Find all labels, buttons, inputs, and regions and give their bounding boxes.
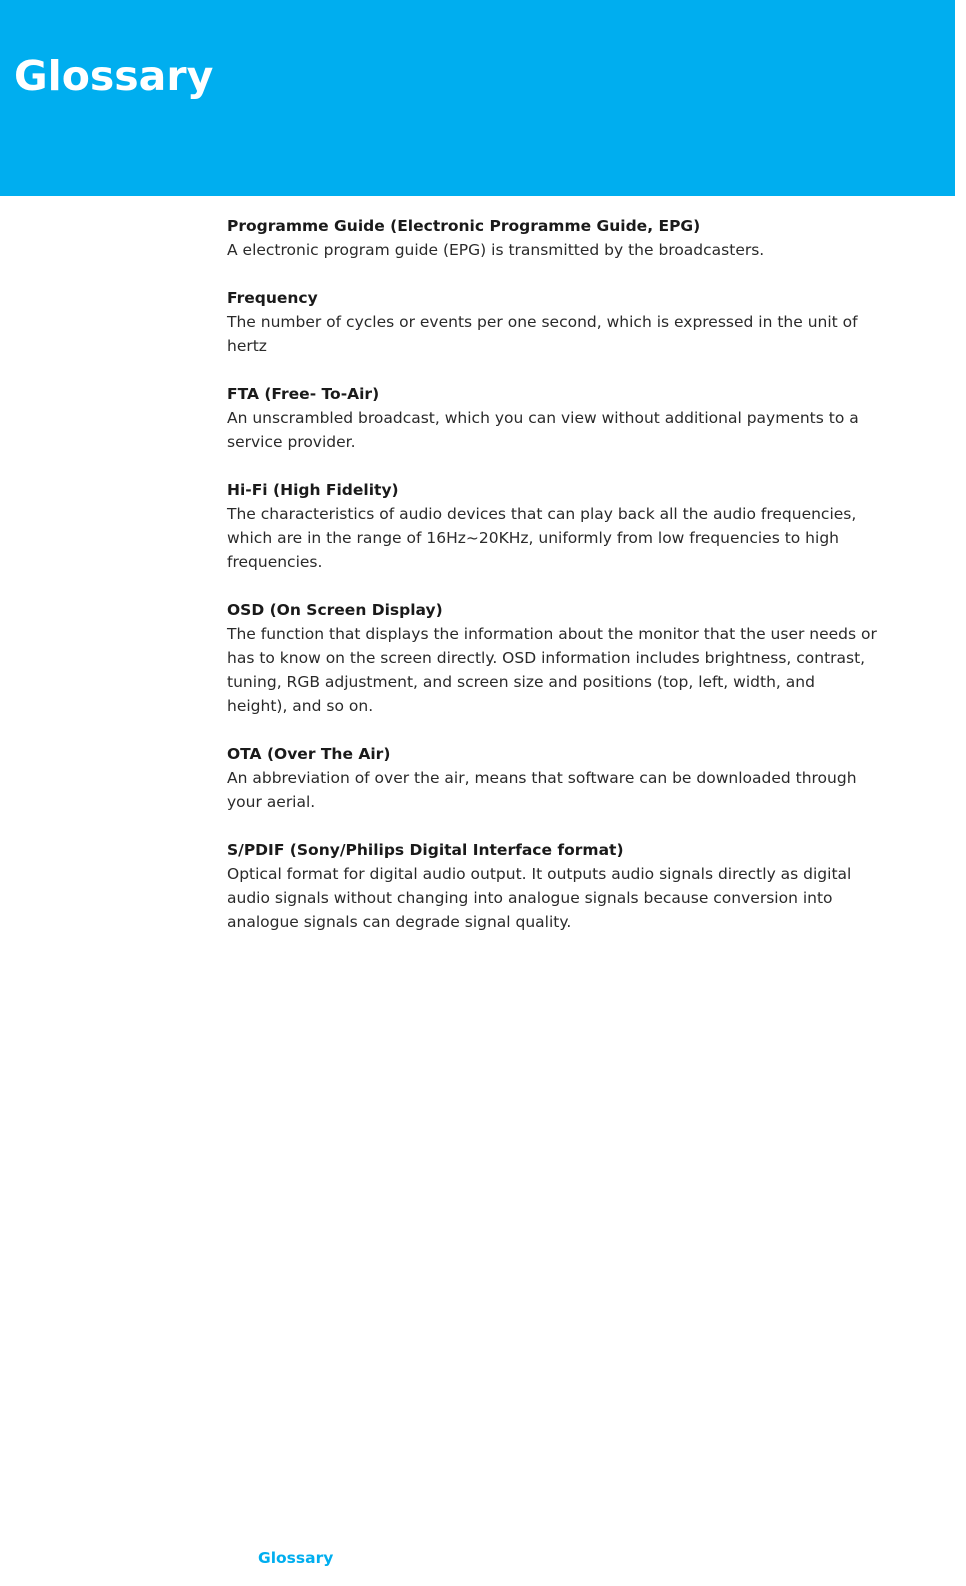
glossary-term: Hi-Fi (High Fidelity) — [227, 481, 399, 499]
glossary-entry-fta — [227, 382, 877, 454]
glossary-entry-hifi — [227, 478, 877, 574]
glossary-definition: A electronic program guide (EPG) is transmitted by the broadcasters. — [227, 241, 765, 259]
glossary-term: S/PDIF (Sony/Philips Digital Interface format) — [227, 841, 624, 859]
glossary-term: OTA (Over The Air) — [227, 745, 391, 763]
glossary-term: Programme Guide (Electronic Programme Guide, EPG) — [227, 217, 701, 235]
glossary-entry-epg — [227, 214, 877, 262]
glossary-term: Frequency — [227, 289, 318, 307]
glossary-term: OSD (On Screen Display) — [227, 601, 443, 619]
glossary-list — [227, 214, 877, 958]
glossary-entry-osd — [227, 598, 877, 718]
glossary-definition: The function that displays the information about the monitor that the user needs or has to know on the screen directly. OSD information includes brightness, contrast, tuning, RGB adjustment, and screen size and positions (top, left, width, and height), and so on. — [227, 625, 877, 715]
glossary-definition: The characteristics of audio devices that can play back all the audio frequencies, which are in the range of 16Hz~20KHz, uniformly from low frequencies to high frequencies. — [227, 505, 857, 571]
page-title: Glossary — [14, 52, 214, 100]
glossary-term: FTA (Free- To-Air) — [227, 385, 380, 403]
glossary-definition: An abbreviation of over the air, means that software can be downloaded through your aerial. — [227, 769, 857, 811]
glossary-definition: Optical format for digital audio output. It outputs audio signals directly as digital audio signals without changing into analogue signals because conversion into analogue signals can degrade signal quality. — [227, 865, 852, 931]
glossary-entry-frequency — [227, 286, 877, 358]
header-band — [0, 0, 955, 196]
glossary-entry-ota — [227, 742, 877, 814]
glossary-entry-spdif — [227, 838, 877, 934]
glossary-definition: An unscrambled broadcast, which you can view without additional payments to a service provider. — [227, 409, 859, 451]
glossary-definition: The number of cycles or events per one second, which is expressed in the unit of hertz — [227, 313, 858, 355]
footer-section-label: Glossary — [258, 1549, 334, 1567]
